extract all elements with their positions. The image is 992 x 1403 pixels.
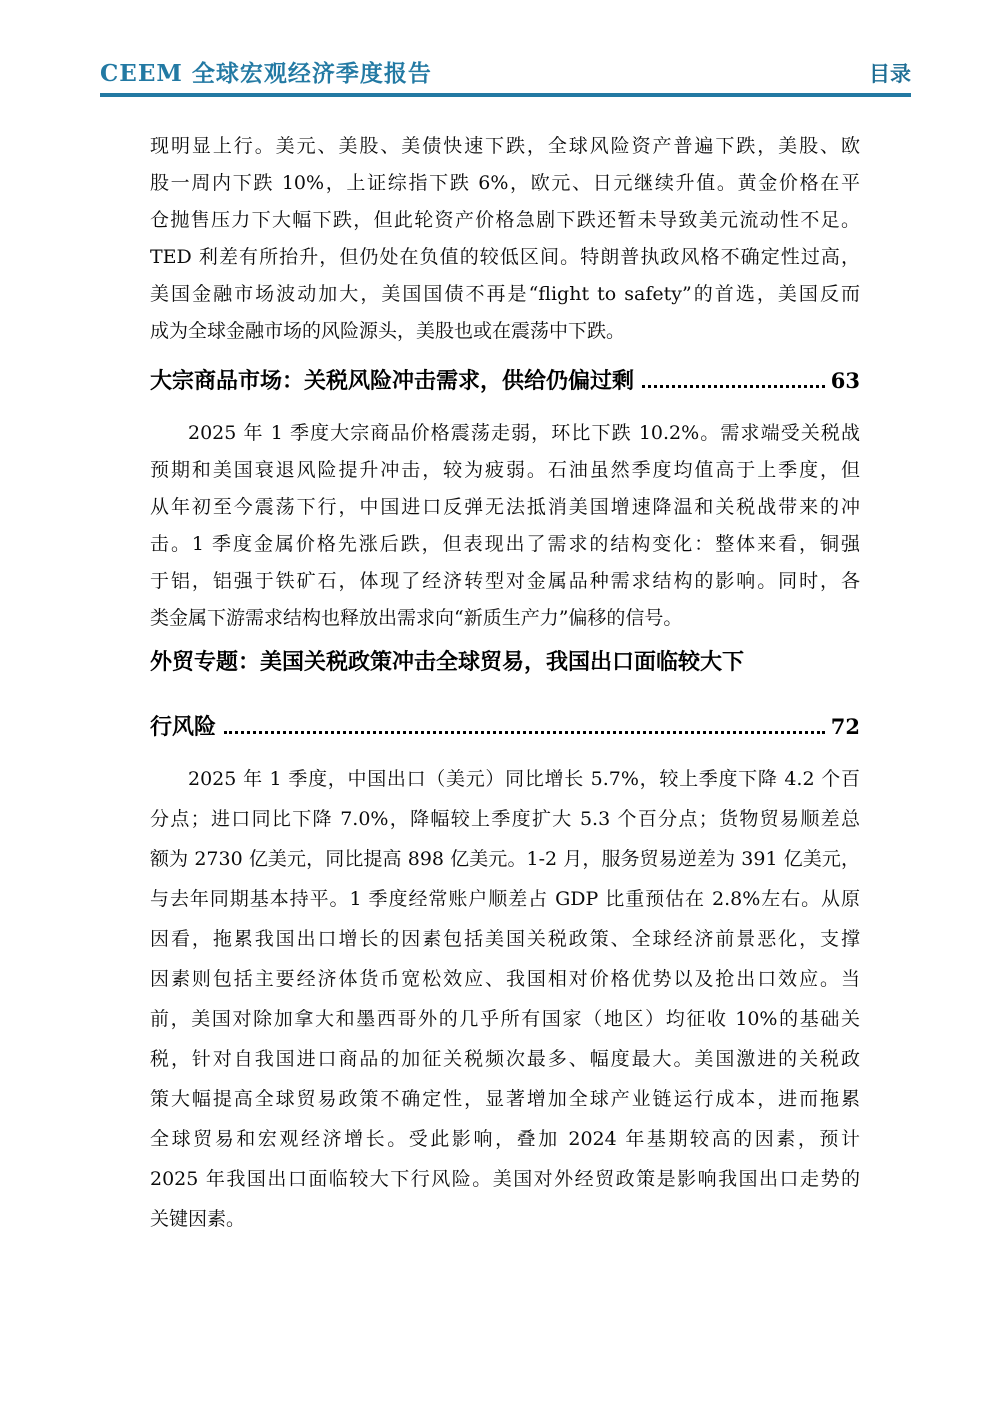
toc-page-number: 72 <box>830 714 860 739</box>
dot-leader <box>642 385 825 388</box>
paragraph-line: 预期和美国衰退风险提升冲击，较为疲弱。石油虽然季度均值高于上季度，但 <box>150 459 860 481</box>
toc-entry-title-line1[interactable]: 外贸专题：美国关税政策冲击全球贸易，我国出口面临较大下 <box>150 649 745 675</box>
paragraph-line: 从年初至今震荡下行，中国进口反弹无法抵消美国增速降温和关税战带来的冲 <box>150 496 860 518</box>
toc-entry-title: 大宗商品市场：关税风险冲击需求，供给仍偏过剩 <box>150 368 635 394</box>
summary-paragraph-commodities <box>150 415 860 637</box>
paragraph-line: 仓抛售压力下大幅下跌，但此轮资产价格急剧下跌还暂未导致美元流动性不足。 <box>150 209 860 231</box>
paragraph-line: 类金属下游需求结构也释放出需求向“新质生产力”偏移的信号。 <box>150 607 683 629</box>
paragraph-line: 现明显上行。美元、美股、美债快速下跌，全球风险资产普遍下跌，美股、欧 <box>150 135 860 157</box>
paragraph-line: 税，针对自我国进口商品的加征关税频次最多、幅度最大。美国激进的关税政 <box>150 1048 860 1070</box>
paragraph-line: 策大幅提高全球贸易政策不确定性，显著增加全球产业链运行成本，进而拖累 <box>150 1088 860 1110</box>
paragraph-line: 2025 年 1 季度大宗商品价格震荡走弱，环比下跌 10.2%。需求端受关税战 <box>188 422 860 444</box>
paragraph-line: 分点；进口同比下降 7.0%，降幅较上季度扩大 5.3 个百分点；货物贸易顺差总 <box>150 808 860 830</box>
paragraph-line: 成为全球金融市场的风险源头，美股也或在震荡中下跌。 <box>150 320 626 342</box>
dot-leader <box>224 731 825 734</box>
paragraph-line: 2025 年我国出口面临较大下行风险。美国对外经贸政策是影响我国出口走势的 <box>150 1168 860 1190</box>
header-rule <box>100 93 911 97</box>
paragraph-line: 因看，拖累我国出口增长的因素包括美国关税政策、全球经济前景恶化，支撑 <box>150 928 860 950</box>
paragraph-line: 股一周内下跌 10%，上证综指下跌 6%，欧元、日元继续升值。黄金价格在平 <box>150 172 860 194</box>
summary-paragraph-financial-markets <box>150 128 860 350</box>
report-title: CEEM 全球宏观经济季度报告 <box>100 60 432 87</box>
toc-entry-commodities-market[interactable] <box>150 365 860 397</box>
paragraph-line: 因素则包括主要经济体货币宽松效应、我国相对价格优势以及抢出口效应。当 <box>150 968 860 990</box>
paragraph-line: 前，美国对除加拿大和墨西哥外的几乎所有国家（地区）均征收 10%的基础关 <box>150 1008 860 1030</box>
paragraph-line: 全球贸易和宏观经济增长。受此影响，叠加 2024 年基期较高的因素，预计 <box>150 1128 860 1150</box>
toc-entry-foreign-trade[interactable] <box>150 646 860 743</box>
paragraph-line: 额为 2730 亿美元，同比提高 898 亿美元。1-2 月，服务贸易逆差为 391 亿美元， <box>150 848 860 870</box>
toc-page-number: 63 <box>830 368 860 393</box>
paragraph-line: 与去年同期基本持平。1 季度经常账户顺差占 GDP 比重预估在 2.8%左右。从原 <box>150 888 860 910</box>
paragraph-line: 美国金融市场波动加大，美国国债不再是“flight to safety”的首选，美国反而 <box>150 283 860 305</box>
toc-entry-title-line2[interactable]: 行风险 72 <box>150 711 860 743</box>
paragraph-line: 2025 年 1 季度，中国出口（美元）同比增长 5.7%，较上季度下降 4.2 个百 <box>188 768 860 790</box>
page-header <box>100 55 911 88</box>
toc-content <box>150 128 860 1239</box>
summary-paragraph-foreign-trade <box>150 759 860 1239</box>
header-section-label: 目录 <box>869 61 911 86</box>
paragraph-line: 于铝，铝强于铁矿石，体现了经济转型对金属品种需求结构的影响。同时，各 <box>150 570 860 592</box>
paragraph-line: TED 利差有所抬升，但仍处在负值的较低区间。特朗普执政风格不确定性过高， <box>150 246 860 268</box>
paragraph-line: 击。1 季度金属价格先涨后跌，但表现出了需求的结构变化：整体来看，铜强 <box>150 533 860 555</box>
paragraph-line: 关键因素。 <box>150 1208 246 1230</box>
